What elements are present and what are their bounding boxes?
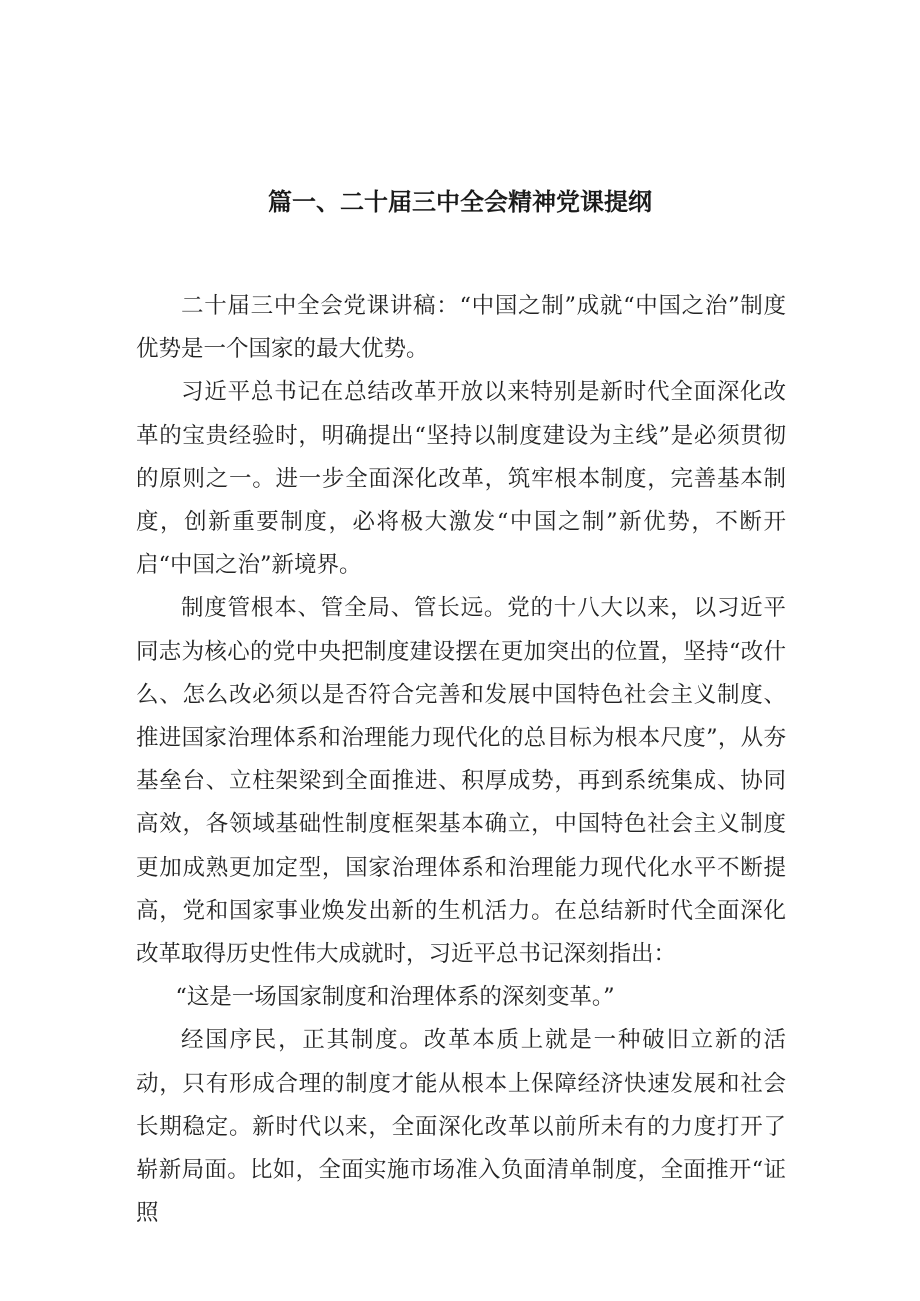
paragraph-principle: 习近平总书记在总结改革开放以来特别是新时代全面深化改革的宝贵经验时，明确提出“坚持以制度建设为主线”是必须贯彻的原则之一。进一步全面深化改革，筑牢根本制度，完善基本制度，创新重要制度，必将极大激发“中国之制”新优势，不断开启“中国之治”新境界。 bbox=[136, 379, 786, 579]
paragraph-quote: “这是一场国家制度和治理体系的深刻变革。” bbox=[175, 984, 615, 1011]
document-title: 篇一、二十届三中全会精神党课提纲 bbox=[268, 188, 652, 216]
paragraph-intro: 二十届三中全会党课讲稿：“中国之制”成就“中国之治”制度优势是一个国家的最大优势。 bbox=[136, 293, 786, 363]
document-body bbox=[136, 285, 786, 1235]
paragraph-reform: 经国序民，正其制度。改革本质上就是一种破旧立新的活动，只有形成合理的制度才能从根本上保障经济快速发展和社会长期稳定。新时代以来，全面深化改革以前所未有的力度打开了崭新局面。比如，全面实施市场准入负面清单制度，全面推开“证照 bbox=[136, 1027, 786, 1227]
paragraph-system-building: 制度管根本、管全局、管长远。党的十八大以来，以习近平同志为核心的党中央把制度建设摆在更加突出的位置，坚持“改什么、怎么改必须以是否符合完善和发展中国特色社会主义制度、推进国家治理体系和治理能力现代化的总目标为根本尺度”，从夯基垒台、立柱架梁到全面推进、积厚成势，再到系统集成、协同高效，各领域基础性制度框架基本确立，中国特色社会主义制度更加成熟更加定型，国家治理体系和治理能力现代化水平不断提高，党和国家事业焕发出新的生机活力。在总结新时代全面深化改革取得历史性伟大成就时，习近平总书记深刻指出： bbox=[136, 595, 786, 968]
